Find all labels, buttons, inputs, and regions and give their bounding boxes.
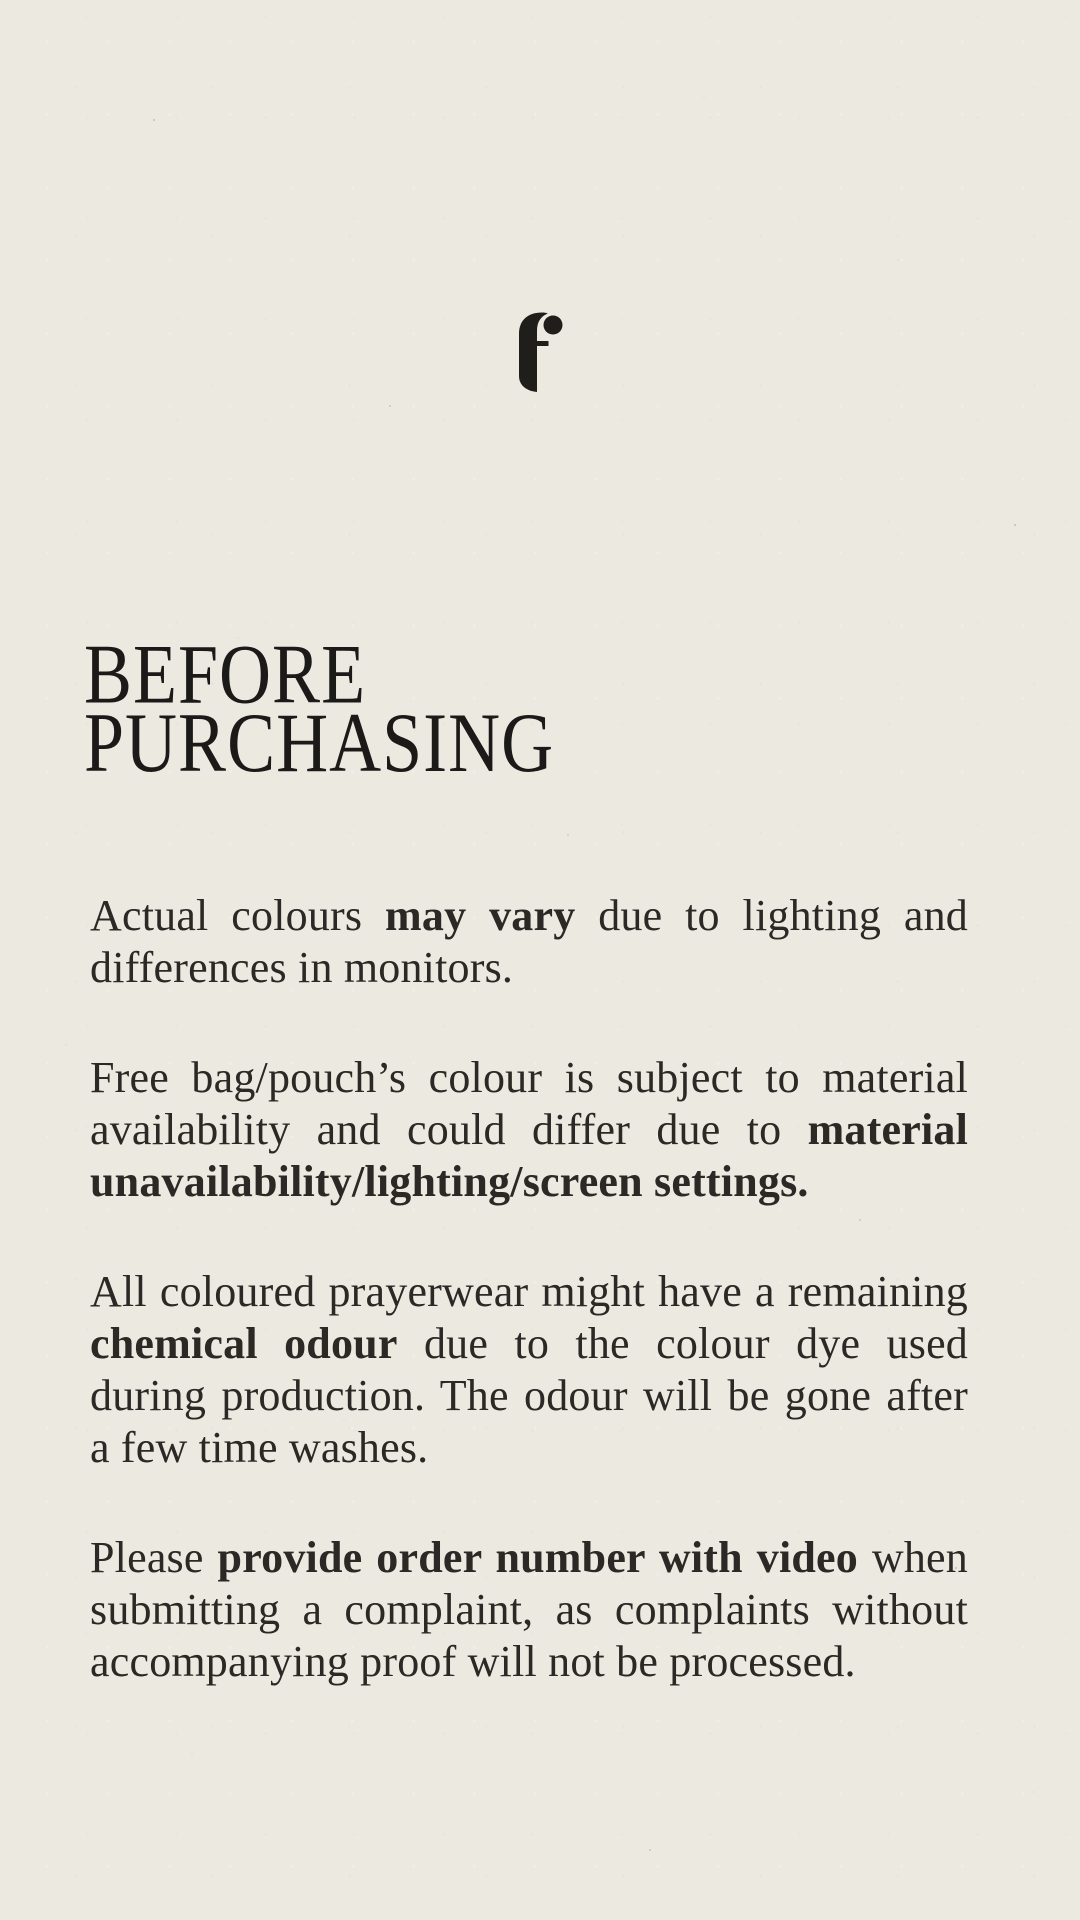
f-monogram-icon (517, 312, 563, 392)
text-line (90, 1584, 968, 1636)
text-line (90, 1104, 968, 1156)
text-run: accompanying proof will not be processed. (90, 1637, 856, 1686)
text-line (90, 1156, 968, 1208)
text-line (90, 1318, 968, 1370)
page-title-line-2: PURCHASING (84, 695, 555, 790)
bold-text-run: may vary (385, 891, 576, 940)
text-line (90, 890, 968, 942)
text-line (90, 942, 968, 994)
notice-paragraph-1 (90, 890, 968, 994)
bold-text-run: material (807, 1105, 968, 1154)
text-line (90, 1370, 968, 1422)
text-line (90, 1636, 968, 1688)
notice-paragraphs (90, 890, 968, 1746)
brand-logo (517, 312, 563, 392)
text-run: during production. The odour will be gone after (90, 1371, 968, 1420)
text-run: due to lighting and (575, 891, 968, 940)
text-run: due to the colour dye used (397, 1319, 969, 1368)
bold-text-run: chemical odour (90, 1319, 398, 1368)
bold-text-run: unavailability/lighting/screen settings. (90, 1157, 809, 1206)
text-run: availability and could differ due to (90, 1105, 808, 1154)
text-run: Please (90, 1533, 218, 1582)
text-line (90, 1266, 968, 1318)
notice-paragraph-4 (90, 1532, 968, 1688)
text-run: Actual colours (90, 891, 386, 940)
text-run: differences in monitors. (90, 943, 514, 992)
text-run: when (857, 1533, 968, 1582)
text-run: Free bag/pouch’s colour is subject to material (90, 1053, 968, 1102)
notice-paragraph-3 (90, 1266, 968, 1474)
text-line (90, 1422, 968, 1474)
text-line (90, 1052, 968, 1104)
text-run: submitting a complaint, as complaints without (90, 1585, 968, 1634)
notice-paragraph-2 (90, 1052, 968, 1208)
text-line (90, 1532, 968, 1584)
text-run: All coloured prayerwear might have a remaining (90, 1267, 968, 1316)
page-title (84, 627, 555, 790)
text-run: a few time washes. (90, 1423, 429, 1472)
bold-text-run: provide order number with video (217, 1533, 858, 1582)
page-title-line-1: BEFORE (84, 627, 367, 722)
